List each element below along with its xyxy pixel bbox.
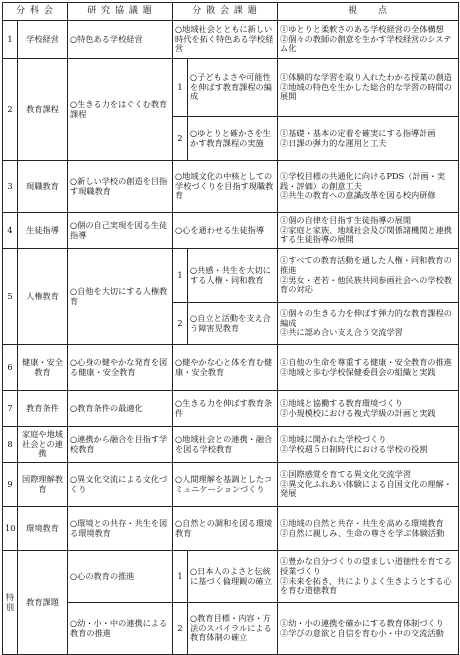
- subcommittee-name: 環境教育: [18, 507, 68, 551]
- viewpoint: ②男女・老若・他民族共同参画社会への学校教育の対応: [280, 274, 452, 295]
- viewpoints: [278, 427, 459, 463]
- breakout-issue: ○自立と活動を支え合う障害児教育: [188, 303, 278, 345]
- viewpoints: [278, 507, 459, 551]
- viewpoints: [278, 117, 459, 161]
- viewpoints: [278, 345, 459, 391]
- table-row: [3, 507, 459, 551]
- viewpoints: [278, 551, 459, 603]
- viewpoint: ①豊かな自分づくりの望ましい道徳性を育てる授業づくり: [280, 555, 452, 576]
- research-topic: ○自他を大切にする人権教育: [68, 249, 173, 345]
- viewpoints: [278, 21, 459, 59]
- viewpoint: ②家庭と家族、地域社会及び関係諸機関と連携する生徒指導の展開: [280, 224, 452, 245]
- table-row: [3, 603, 459, 655]
- breakout-issue: ○共感・共生を大切にする人権・同和教育: [188, 249, 278, 303]
- viewpoints: [278, 603, 459, 655]
- breakout-issue: ○ゆとりと確かさを生かす教育課程の実施: [188, 117, 278, 161]
- row-number: 特別: [3, 551, 18, 655]
- breakout-issue: ○自然との調和を図る環境教育: [173, 507, 278, 551]
- viewpoint: ①個の自律を目指す生徒指導の展開: [280, 214, 412, 225]
- viewpoints: [278, 59, 459, 117]
- table-row: [3, 59, 459, 117]
- header-viewpoint: 視 点: [278, 3, 459, 21]
- viewpoint: ①地域と協働する教育環境づくり: [280, 397, 403, 408]
- viewpoint: ①自他の生命を尊重する健康・安全教育の推進: [280, 356, 452, 367]
- research-topic: ○環境との共存・共生を図る環境教育: [68, 507, 173, 551]
- breakout-number: 1: [173, 551, 188, 603]
- breakout-issue: ○心を通わせる生徒指導: [173, 213, 278, 249]
- viewpoint: ①国際感覚を育てる異文化交流学習: [280, 468, 412, 479]
- subcommittee-name: 教育課程: [18, 59, 68, 161]
- row-number: 5: [3, 249, 18, 345]
- table-row: [3, 161, 459, 213]
- viewpoints: [278, 249, 459, 303]
- breakout-number: 2: [173, 603, 188, 655]
- viewpoint: ①学校目標の共通化に向けるPDS（計画・実践・評価）の創意工夫: [280, 170, 446, 191]
- breakout-issue: ○日本人のよさと伝統に基づく倫理観の確立: [188, 551, 278, 603]
- viewpoint: ②未来を拓き、共によりよく生きようとする心を育む道徳教育: [280, 575, 452, 596]
- breakout-number: 1: [173, 249, 188, 303]
- subcommittee-name: 学校経営: [18, 21, 68, 59]
- viewpoint: ①ゆとりと柔軟さのある学校経営の全体構想: [280, 23, 444, 34]
- viewpoint: ②共に認め合い支え合う交流学習: [280, 327, 403, 338]
- subcommittee-name: 家庭や地域社会との連携: [18, 427, 68, 463]
- viewpoint: ①地域の自然と共存・共生を高める環境教育: [280, 517, 444, 528]
- research-topic: ○教育条件の最適化: [68, 391, 173, 427]
- table-row: [3, 21, 459, 59]
- breakout-issue: ○生きる力を伸ばす教育条件: [173, 391, 278, 427]
- breakout-number: 1: [173, 59, 188, 117]
- viewpoint: ①基礎・基本の定着を確実にする指導計画: [280, 127, 436, 138]
- table-row: [3, 463, 459, 507]
- breakout-issue: ○子どもよさや可能性を伸ばす教育課程の編成: [188, 59, 278, 117]
- research-topic: ○特色ある学校経営: [68, 21, 173, 59]
- viewpoints: [278, 213, 459, 249]
- row-number: 7: [3, 391, 18, 427]
- research-topic: ○生きる力をはぐくむ教育課程: [68, 59, 173, 161]
- table-row: [3, 249, 459, 303]
- viewpoint: ①地域に開かれた学校づくり: [280, 433, 387, 444]
- viewpoint: ①すべての教育活動を通した人権・同和教育の推進: [280, 254, 452, 275]
- subcommittee-name: 教育課題: [18, 551, 68, 655]
- research-topic: ○個の自己実現を図る生徒指導: [68, 213, 173, 249]
- subcommittee-name: 人権教育: [18, 249, 68, 345]
- row-number: 3: [3, 161, 18, 213]
- research-topic: ○新しい学校の創造を目指す現職教育: [68, 161, 173, 213]
- subcommittee-name: 生徒指導: [18, 213, 68, 249]
- breakout-issue: ○教育目標・内容・方法のスパイラルによる教育体制の確立: [188, 603, 278, 655]
- viewpoint: ②日課の弾力的な運用と工夫: [280, 137, 387, 148]
- header-breakout-issue: 分 散 会 課 題: [173, 3, 278, 21]
- subcommittee-name: 健康・安全教育: [18, 345, 68, 391]
- table-row: [3, 391, 459, 427]
- viewpoint: ②異文化ふれあい体験による自国文化の理解・発展: [280, 478, 452, 499]
- viewpoint: ②共生の教育への意識改革を図る校内研修: [280, 190, 436, 201]
- breakout-issue: ○地域文化の中核としての学校づくりを目指す現職教育: [173, 161, 278, 213]
- row-number: 10: [3, 507, 18, 551]
- subcommittee-name: 現職教育: [18, 161, 68, 213]
- research-topic: ○連携から融合を目指す学校教育: [68, 427, 173, 463]
- header-research-topic: 研 究 協 議 題: [68, 3, 173, 21]
- viewpoints: [278, 303, 459, 345]
- document-page: [2, 2, 458, 650]
- viewpoint: ②個々の教師の創意を生かす学校経営のシステム化: [280, 33, 452, 54]
- viewpoint: ②小規模校における複式学級の計画と実践: [280, 407, 436, 418]
- viewpoint: ①幼・小の連携を確かにする教育体制づくり: [280, 617, 444, 628]
- table-row: [3, 345, 459, 391]
- research-topic: ○異文化交流による文化づくり: [68, 463, 173, 507]
- row-number: 6: [3, 345, 18, 391]
- viewpoint: ②地域の特色を生かした総合的な学習の時間の展開: [280, 81, 452, 102]
- viewpoints: [278, 391, 459, 427]
- viewpoint: ②学校週５日制時代における学校の役割: [280, 443, 428, 454]
- header-row: [3, 3, 459, 21]
- viewpoint: ②地域と歩む学校保健委員会の組織と実践: [280, 366, 436, 377]
- row-number: 8: [3, 427, 18, 463]
- header-subcommittee: 分 科 会: [3, 3, 68, 21]
- viewpoint: ②自然に親しみ、生命の尊さを学ぶ体験活動: [280, 527, 445, 538]
- breakout-issue: ○人間理解を基調としたコミュニケーションづくり: [173, 463, 278, 507]
- row-number: 9: [3, 463, 18, 507]
- row-number: 4: [3, 213, 18, 249]
- breakout-issue: ○健やかな心と体を育む健康・安全教育: [173, 345, 278, 391]
- row-number: 2: [3, 59, 18, 161]
- subcommittee-table: [2, 2, 459, 655]
- breakout-issue: ○地域社会との連携・融合を図る学校教育: [173, 427, 278, 463]
- viewpoint: ①体験的な学習を取り入れたわかる授業の創造: [280, 71, 452, 82]
- research-topic: ○心身の健やかな発育を図る健康・安全教育: [68, 345, 173, 391]
- research-topic: ○心の教育の推進: [68, 551, 173, 603]
- table-row: [3, 213, 459, 249]
- breakout-number: 2: [173, 303, 188, 345]
- breakout-issue: ○地域社会とともに新しい時代を拓く特色ある学校経営: [173, 21, 278, 59]
- viewpoint: ①個々の生きる力を伸ばす弾力的な教育課程の編成: [280, 307, 452, 328]
- viewpoint: ②学びの意欲と自信を育む小・中の交流活動: [280, 627, 444, 638]
- table-row: [3, 427, 459, 463]
- table-row: [3, 551, 459, 603]
- viewpoints: [278, 463, 459, 507]
- subcommittee-name: 教育条件: [18, 391, 68, 427]
- subcommittee-name: 国際理解教育: [18, 463, 68, 507]
- viewpoints: [278, 161, 459, 213]
- breakout-number: 2: [173, 117, 188, 161]
- row-number: 1: [3, 21, 18, 59]
- research-topic: ○幼・小・中の連携による教育の推進: [68, 603, 173, 655]
